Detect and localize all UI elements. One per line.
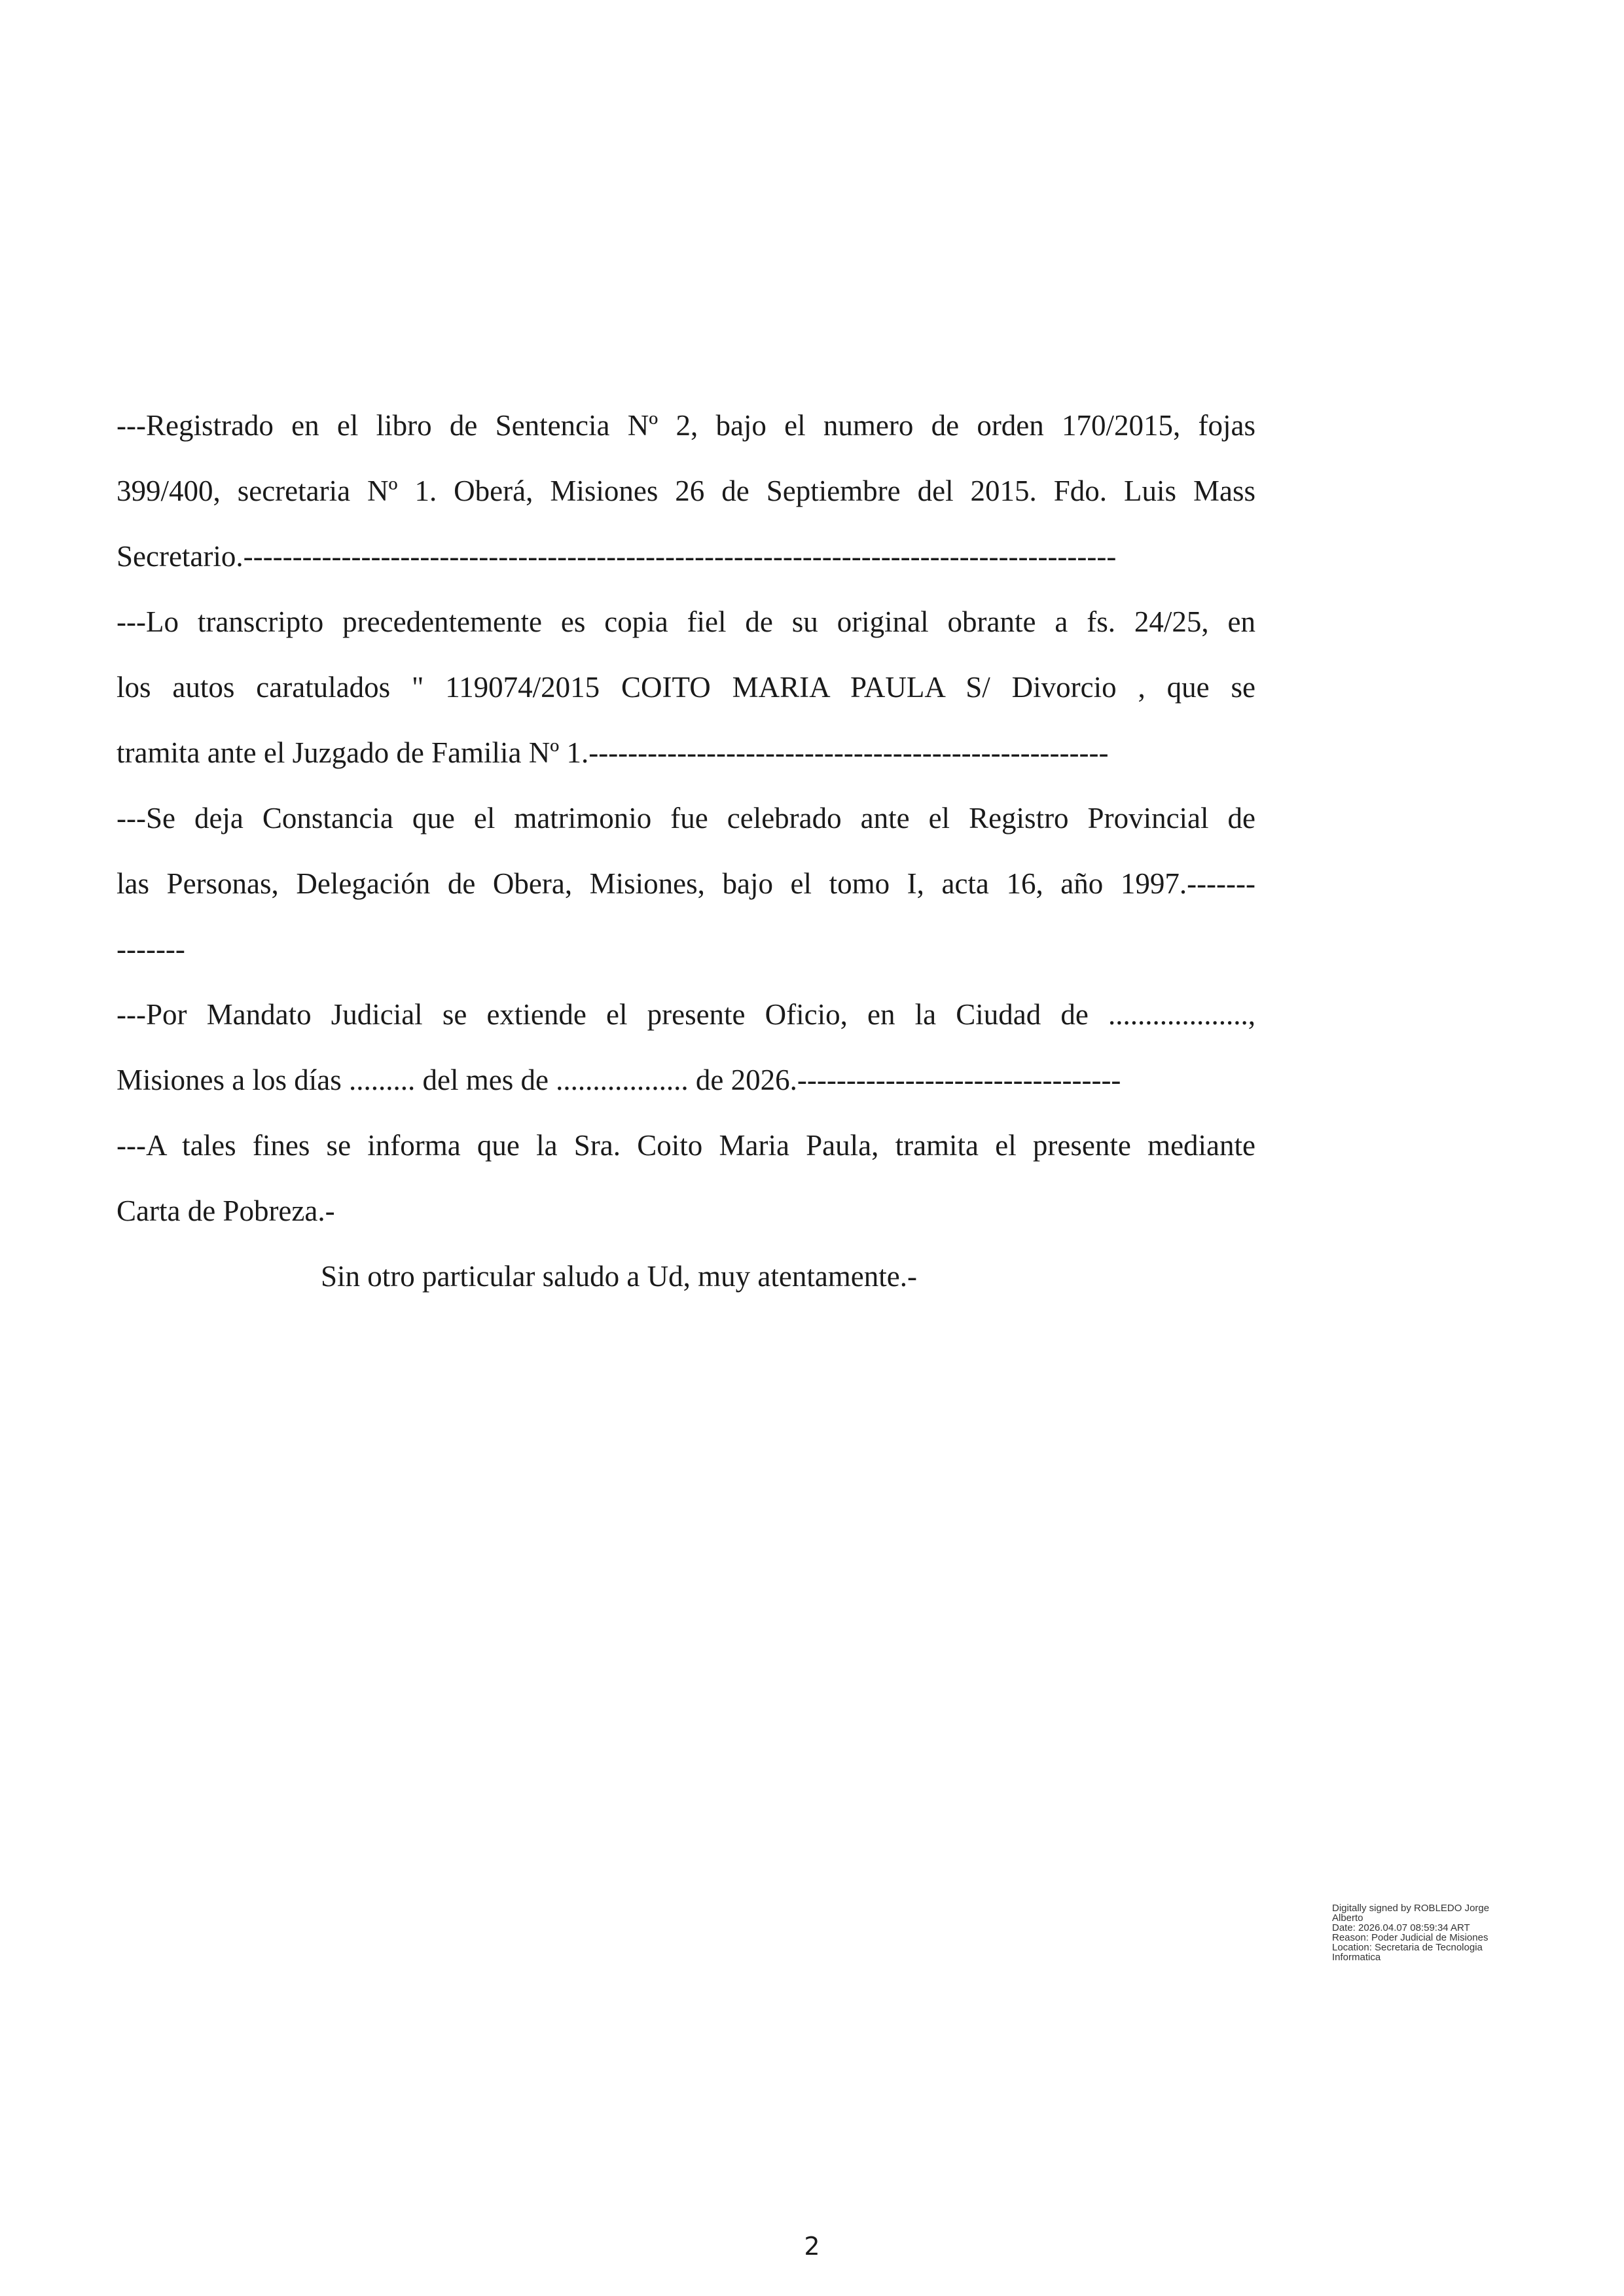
body-line: ---A tales fines se informa que la Sra. Coito Maria Paula, tramita el presente mediante xyxy=(117,1129,1255,1162)
body-line: ------- xyxy=(117,933,185,965)
body-line: ---Lo transcripto precedentemente es copia fiel de su original obrante a fs. 24/25, en xyxy=(117,605,1255,638)
signature-line: Alberto xyxy=(1332,1912,1363,1924)
page-number: 2 xyxy=(804,2232,820,2261)
body-line: las Personas, Delegación de Obera, Misiones, bajo el tomo I, acta 16, año 1997.------- xyxy=(117,867,1255,900)
signature-line: Reason: Poder Judicial de Misiones xyxy=(1332,1932,1489,1943)
body-line: Misiones a los días ......... del mes de .................. de 2026.--------------------------------- xyxy=(117,1064,1121,1096)
body-line: ---Se deja Constancia que el matrimonio fue celebrado ante el Registro Provincial de xyxy=(117,802,1255,834)
document-body xyxy=(117,393,1255,1309)
signature-line: Informatica xyxy=(1332,1952,1381,1963)
signature-line: Digitally signed by ROBLEDO Jorge xyxy=(1332,1903,1490,1914)
body-line: 399/400, secretaria Nº 1. Oberá, Misiones 26 de Septiembre del 2015. Fdo. Luis Mass xyxy=(117,475,1255,507)
signature-line: Location: Secretaria de Tecnologia xyxy=(1332,1942,1483,1953)
body-line: tramita ante el Juzgado de Familia Nº 1.----------------------------------------------------- xyxy=(117,736,1109,769)
digital-signature-block xyxy=(1332,1903,1528,1962)
body-line: ---Por Mandato Judicial se extiende el presente Oficio, en la Ciudad de ..................., xyxy=(117,998,1255,1031)
body-line: Secretario.----------------------------------------------------------------------------------------- xyxy=(117,540,1117,573)
body-line: ---Registrado en el libro de Sentencia Nº 2, bajo el numero de orden 170/2015, fojas xyxy=(117,409,1255,442)
body-line: los autos caratulados " 119074/2015 COITO MARIA PAULA S/ Divorcio , que se xyxy=(117,671,1255,704)
signature-line: Date: 2026.04.07 08:59:34 ART xyxy=(1332,1922,1470,1933)
closing-line: Sin otro particular saludo a Ud, muy atentamente.- xyxy=(321,1260,917,1293)
body-line: Carta de Pobreza.- xyxy=(117,1194,335,1227)
